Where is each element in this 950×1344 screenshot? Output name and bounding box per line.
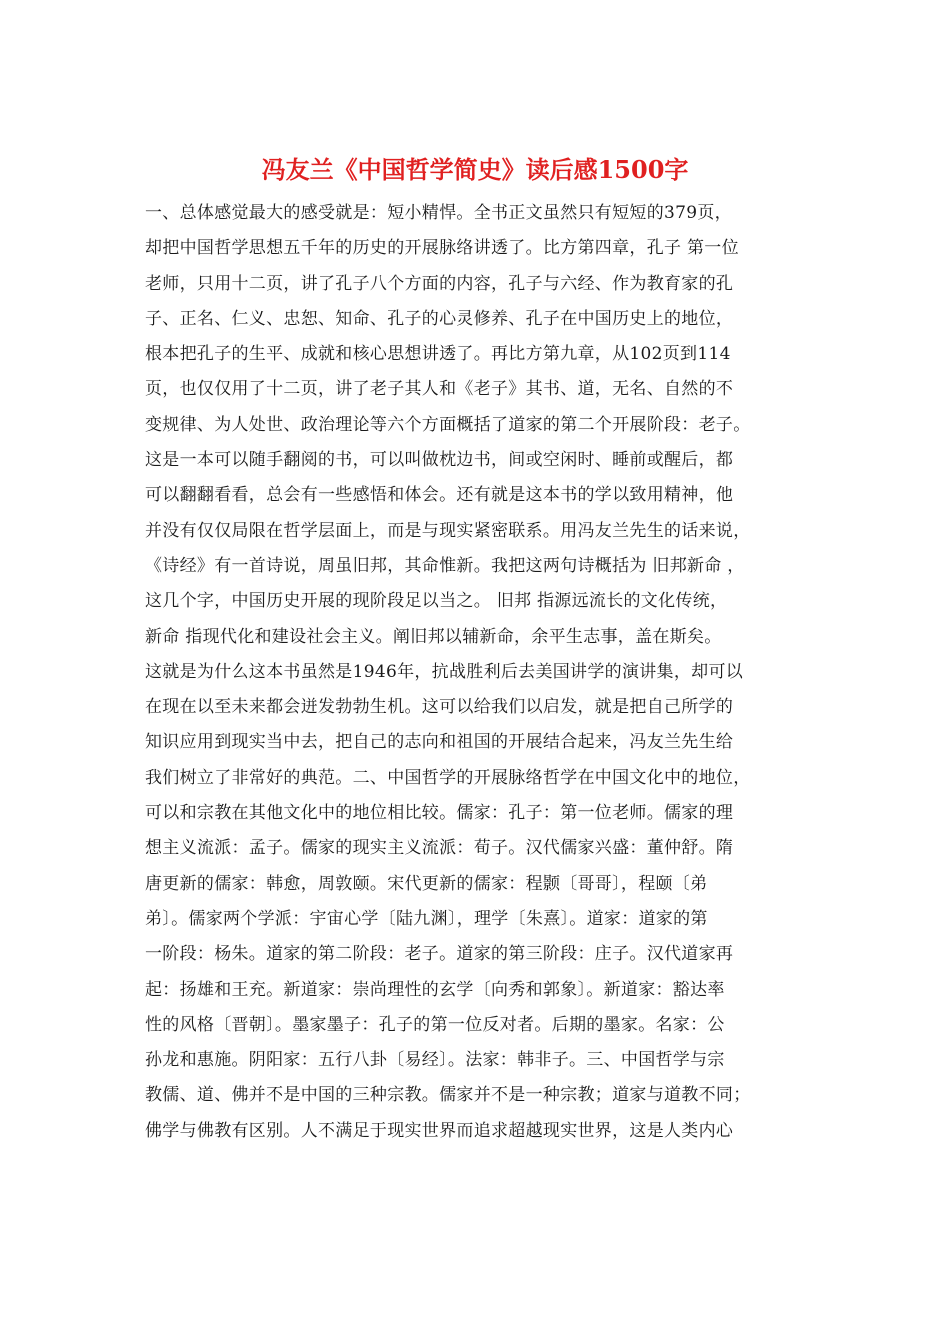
body-line: 想主义流派：孟子。儒家的现实主义流派：荀子。汉代儒家兴盛：董仲舒。隋 <box>145 838 734 859</box>
body-line: 起：扬雄和王充。新道家：崇尚理性的玄学〔向秀和郭象〕。新道家：豁达率 <box>145 979 725 1000</box>
body-line: 子、正名、仁义、忠恕、知命、孔子的心灵修养、孔子在中国历史上的地位， <box>145 308 734 329</box>
body-line: 《诗经》有一首诗说，周虽旧邦，其命惟新。我把这两句诗概括为 旧邦新命 ， <box>145 555 745 576</box>
body-line: 这是一本可以随手翻阅的书，可以叫做枕边书，间或空闲时、睡前或醒后，都 <box>145 450 734 471</box>
body-line: 性的风格〔晋朝〕。墨家墨子：孔子的第一位反对者。后期的墨家。名家：公 <box>145 1014 725 1035</box>
body-line: 唐更新的儒家：韩愈，周敦颐。宋代更新的儒家：程颢〔哥哥〕，程颐〔弟 <box>145 873 708 894</box>
body-line: 佛学与佛教有区别。人不满足于现实世界而追求超越现实世界，这是人类内心 <box>145 1120 734 1141</box>
document-body <box>145 196 825 1149</box>
body-line: 变规律、为人处世、政治理论等六个方面概括了道家的第二个开展阶段：老子。 <box>145 414 751 435</box>
body-line: 老师，只用十二页，讲了孔子八个方面的内容，孔子与六经、作为教育家的孔 <box>145 273 734 294</box>
body-line: 这就是为什么这本书虽然是1946年，抗战胜利后去美国讲学的演讲集，却可以 <box>145 661 744 682</box>
body-line: 孙龙和惠施。阴阳家：五行八卦〔易经〕。法家：韩非子。三、中国哲学与宗 <box>145 1050 725 1071</box>
body-line: 一、总体感觉最大的感受就是：短小精悍。全书正文虽然只有短短的379页， <box>145 203 732 223</box>
body-line: 教儒、道、佛并不是中国的三种宗教。儒家并不是一种宗教；道家与道教不同； <box>145 1085 751 1106</box>
body-line: 我们树立了非常好的典范。二、中国哲学的开展脉络哲学在中国文化中的地位， <box>145 767 751 788</box>
body-line: 弟〕。儒家两个学派：宇宙心学〔陆九渊〕，理学〔朱熹〕。道家：道家的第 <box>145 908 708 929</box>
body-line: 并没有仅仅局限在哲学层面上，而是与现实紧密联系。用冯友兰先生的话来说， <box>145 520 751 541</box>
body-line: 页，也仅仅用了十二页，讲了老子其人和《老子》其书、道，无名、自然的不 <box>145 379 734 400</box>
body-line: 可以翻翻看看，总会有一些感悟和体会。还有就是这本书的学以致用精神，他 <box>145 485 734 506</box>
body-line: 一阶段：杨朱。道家的第二阶段：老子。道家的第三阶段：庄子。汉代道家再 <box>145 944 734 965</box>
body-line: 却把中国哲学思想五千年的历史的开展脉络讲透了。比方第四章，孔子 第一位 <box>145 238 739 259</box>
body-line: 根本把孔子的生平、成就和核心思想讲透了。再比方第九章，从102页到114 <box>145 344 731 365</box>
body-line: 知识应用到现实当中去，把自己的志向和祖国的开展结合起来，冯友兰先生给 <box>145 732 734 753</box>
body-line: 新命 指现代化和建设社会主义。阐旧邦以辅新命，余平生志事，盖在斯矣。 <box>145 626 722 647</box>
body-line: 这几个字，中国历史开展的现阶段足以当之。 旧邦 指源远流长的文化传统， <box>145 591 728 612</box>
document-title: 冯友兰《中国哲学简史》读后感1500字 <box>261 155 689 184</box>
body-line: 在现在以至未来都会迸发勃勃生机。这可以给我们以启发，就是把自己所学的 <box>145 697 734 718</box>
body-line: 可以和宗教在其他文化中的地位相比较。儒家：孔子：第一位老师。儒家的理 <box>145 803 734 824</box>
